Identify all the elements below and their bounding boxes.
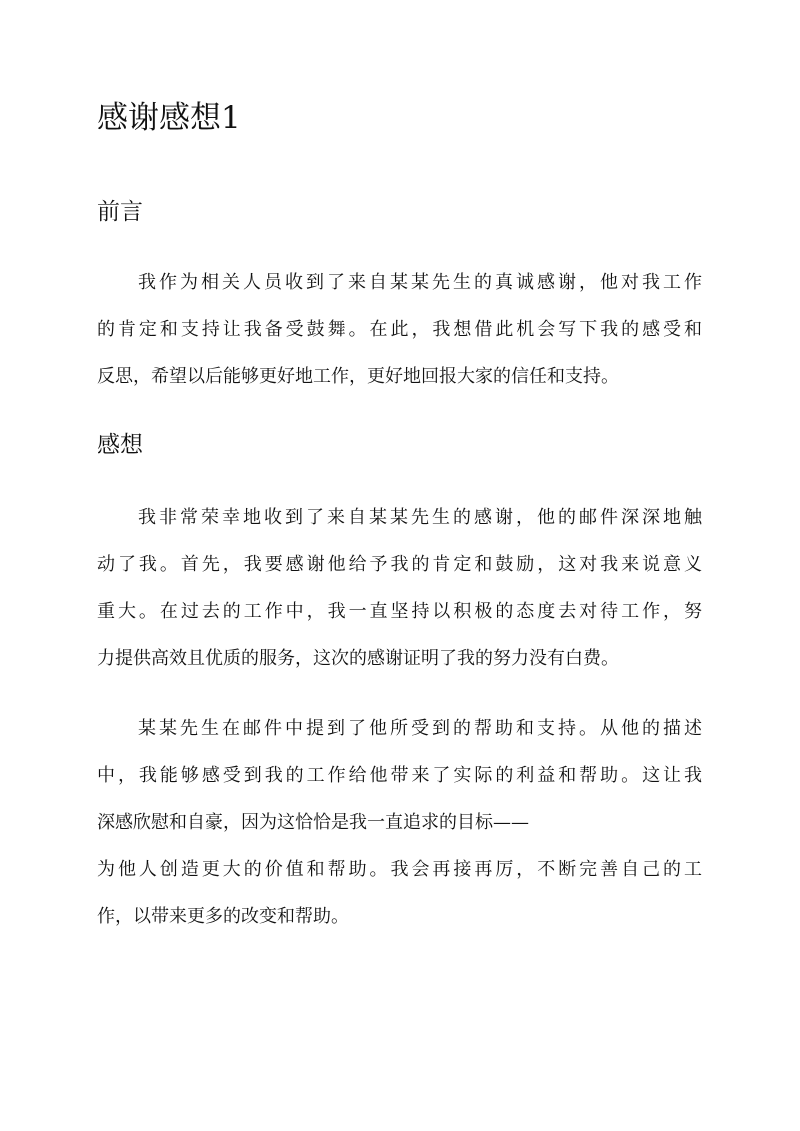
section-heading-preface: 前言: [97, 199, 143, 225]
paragraph-line: 我作为相关人员收到了来自某某先生的真诚感谢，他对我工作: [138, 272, 702, 293]
paragraph-line: 某某先生在邮件中提到了他所受到的帮助和支持。从他的描述: [138, 718, 702, 739]
paragraph-line: 为他人创造更大的价值和帮助。我会再接再厉，不断完善自己的工: [97, 859, 702, 880]
section-heading-reflections: 感想: [97, 432, 143, 458]
paragraph-line: 深感欣慰和自豪，因为这恰恰是我一直追求的目标——: [97, 812, 529, 833]
paragraph-line: 我非常荣幸地收到了来自某某先生的感谢，他的邮件深深地触: [138, 507, 702, 528]
document-title: 感谢感想1: [97, 100, 241, 136]
paragraph-line: 力提供高效且优质的服务，这次的感谢证明了我的努力没有白费。: [97, 648, 619, 669]
paragraph-line: 反思，希望以后能够更好地工作，更好地回报大家的信任和支持。: [97, 366, 619, 387]
paragraph-line: 中，我能够感受到我的工作给他带来了实际的利益和帮助。这让我: [97, 765, 702, 786]
reflections-paragraph-1: [97, 494, 702, 682]
paragraph-line: 的肯定和支持让我备受鼓舞。在此，我想借此机会写下我的感受和: [97, 319, 702, 340]
reflections-paragraph-2: [97, 705, 702, 940]
paragraph-line: 作，以带来更多的改变和帮助。: [97, 906, 349, 927]
paragraph-line: 重大。在过去的工作中，我一直坚持以积极的态度去对待工作，努: [97, 601, 702, 622]
preface-paragraph: [97, 259, 702, 400]
paragraph-line: 动了我。首先，我要感谢他给予我的肯定和鼓励，这对我来说意义: [97, 554, 702, 575]
